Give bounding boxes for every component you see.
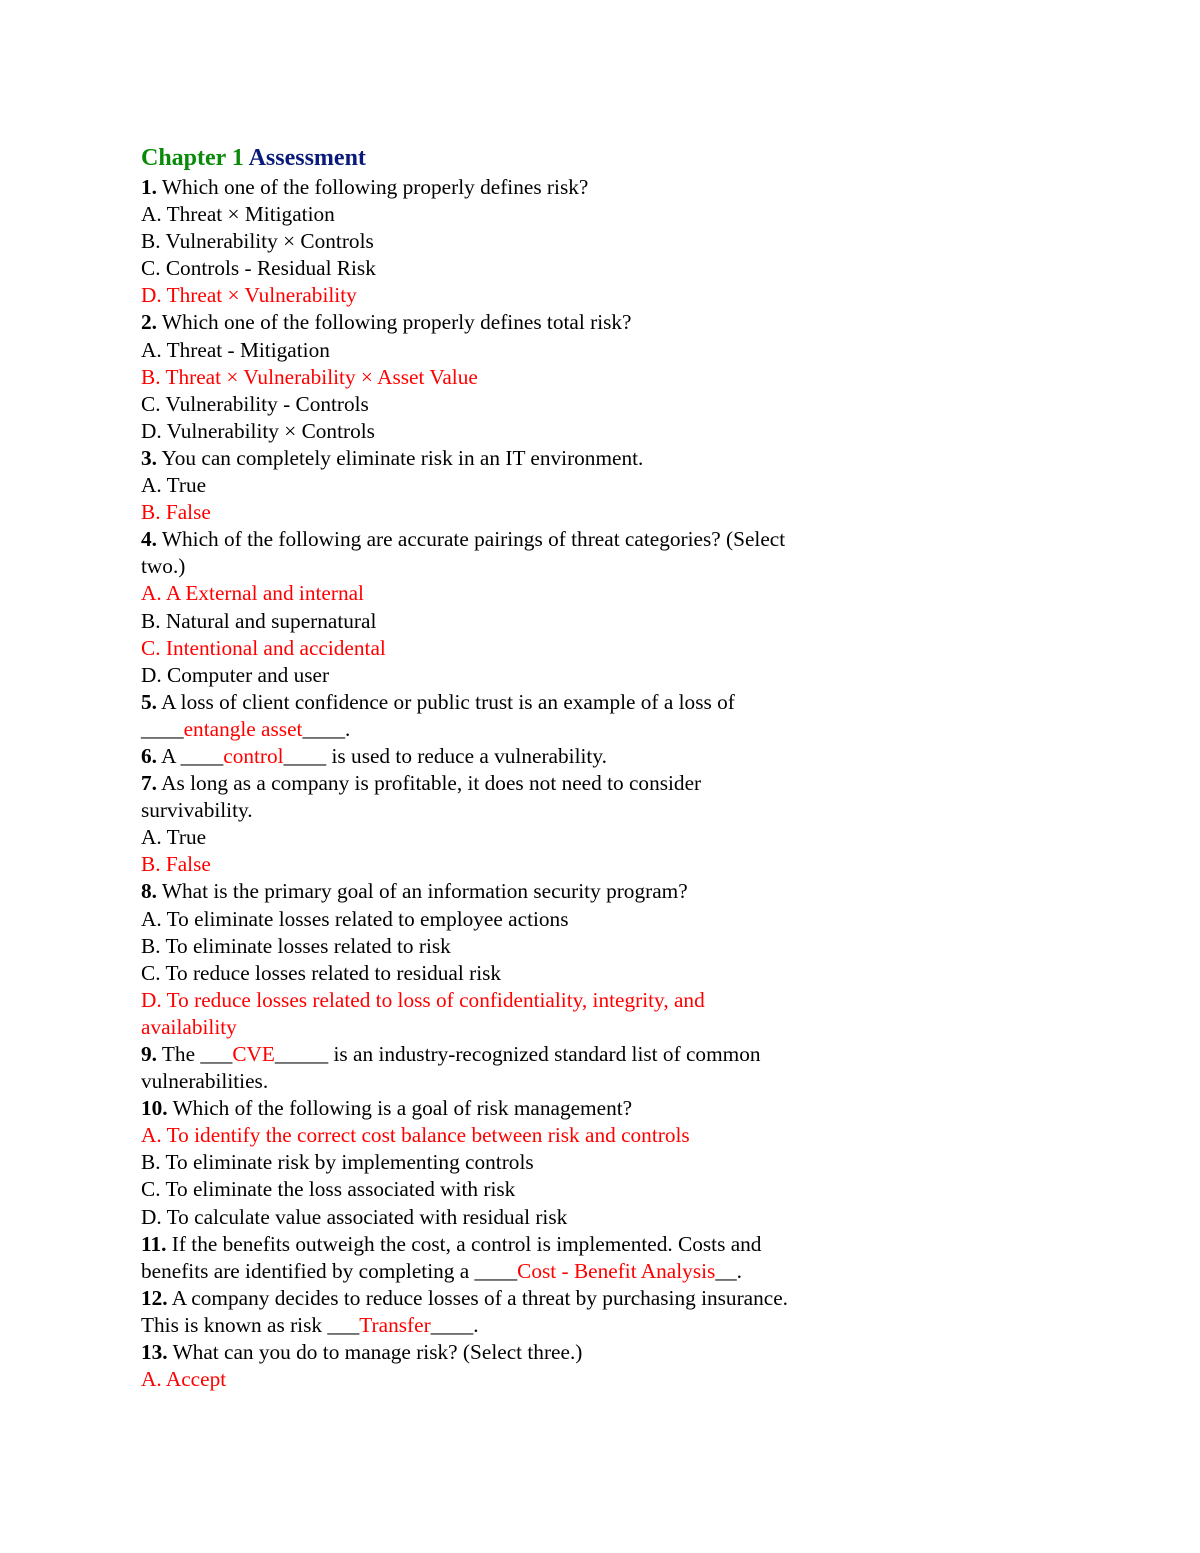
- line-text: Which of the following are accurate pairings of threat categories? (Select: [156, 527, 786, 552]
- line-text: D. Computer and user: [141, 662, 330, 687]
- text-line: [141, 1204, 871, 1231]
- text-line: [141, 580, 871, 607]
- line-text: ____: [141, 716, 184, 741]
- question-number: 4.: [141, 527, 157, 552]
- line-text: B. To eliminate risk by implementing controls: [141, 1150, 534, 1175]
- question-number: 10.: [141, 1096, 168, 1121]
- answer-text: entangle asset: [183, 716, 303, 741]
- question-line: [141, 1231, 871, 1258]
- text-line: [141, 1122, 871, 1149]
- question-number: 5.: [141, 689, 157, 714]
- answer-text: D. To reduce losses related to loss of confidentiality, integrity, and: [141, 987, 705, 1012]
- question-number: 1.: [141, 175, 157, 199]
- line-text: ____ is used to reduce a vulnerability.: [283, 743, 607, 768]
- text-line: [141, 282, 871, 309]
- question-number: 7.: [141, 771, 157, 796]
- text-line: [141, 797, 871, 824]
- line-text: Which one of the following properly defines risk?: [156, 175, 589, 199]
- line-text: D. Vulnerability × Controls: [141, 418, 375, 443]
- line-text: _____ is an industry-recognized standard list of common: [274, 1042, 761, 1066]
- line-text: vulnerabilities.: [141, 1069, 269, 1094]
- answer-text: control: [223, 743, 284, 768]
- line-text: A company decides to reduce losses of a threat by purchasing insurance.: [167, 1285, 789, 1310]
- text-line: [141, 418, 871, 445]
- line-text: A loss of client confidence or public trust is an example of a loss of: [156, 689, 735, 714]
- text-line: [141, 635, 871, 662]
- line-text: A ____: [156, 743, 224, 768]
- question-line: [141, 878, 871, 905]
- line-text: You can completely eliminate risk in an IT environment.: [156, 445, 644, 470]
- document-page: [141, 142, 871, 1393]
- answer-text: B. Threat × Vulnerability × Asset Value: [141, 364, 478, 389]
- text-line: [141, 662, 871, 689]
- text-line: [141, 255, 871, 282]
- question-line: [141, 309, 871, 336]
- question-line: [141, 743, 871, 770]
- line-text: C. Controls - Residual Risk: [141, 256, 376, 281]
- line-text: If the benefits outweigh the cost, a control is implemented. Costs and: [166, 1231, 762, 1256]
- answer-text: A. To identify the correct cost balance between risk and controls: [141, 1123, 690, 1148]
- line-text: survivability.: [141, 798, 253, 823]
- line-text: A. True: [141, 825, 207, 850]
- text-line: [141, 499, 871, 526]
- answer-text: A. Accept: [141, 1367, 227, 1392]
- answer-text: A. A External and internal: [141, 581, 364, 606]
- line-text: What is the primary goal of an information security program?: [156, 879, 688, 904]
- question-number: 8.: [141, 879, 157, 904]
- line-text: B. Natural and supernatural: [141, 608, 377, 633]
- text-line: [141, 824, 871, 851]
- line-text: ____.: [302, 716, 351, 741]
- line-text: Which one of the following properly defines total risk?: [156, 310, 632, 335]
- text-line: [141, 987, 871, 1014]
- title-chapter: Chapter 1: [141, 145, 244, 171]
- question-line: [141, 1285, 871, 1312]
- line-text: benefits are identified by completing a ____: [141, 1258, 518, 1283]
- line-text: The ___: [156, 1042, 233, 1066]
- line-text: __.: [715, 1258, 742, 1283]
- question-line: [141, 1095, 871, 1122]
- question-number: 11.: [141, 1231, 167, 1256]
- question-number: 13.: [141, 1340, 168, 1365]
- text-line: [141, 906, 871, 933]
- question-line: [141, 1041, 871, 1068]
- title-assessment: Assessment: [248, 145, 366, 171]
- question-number: 6.: [141, 743, 157, 768]
- question-line: [141, 445, 871, 472]
- line-text: A. Threat - Mitigation: [141, 337, 330, 362]
- text-line: [141, 1149, 871, 1176]
- text-line: [141, 391, 871, 418]
- line-text: B. Vulnerability × Controls: [141, 229, 374, 254]
- answer-text: Cost - Benefit Analysis: [517, 1258, 716, 1283]
- text-line: [141, 337, 871, 364]
- line-text: What can you do to manage risk? (Select three.): [167, 1340, 583, 1365]
- line-text: B. To eliminate losses related to risk: [141, 933, 451, 958]
- text-line: [141, 1014, 871, 1041]
- question-line: [141, 689, 871, 716]
- text-line: [141, 608, 871, 635]
- line-text: As long as a company is profitable, it does not need to consider: [156, 771, 702, 796]
- text-line: [141, 472, 871, 499]
- text-line: [141, 364, 871, 391]
- text-line: [141, 1312, 871, 1339]
- text-line: [141, 1366, 871, 1393]
- answer-text: availability: [141, 1014, 237, 1039]
- line-text: C. To reduce losses related to residual risk: [141, 960, 502, 985]
- line-text: Which of the following is a goal of risk management?: [167, 1096, 633, 1121]
- line-text: C. Vulnerability - Controls: [141, 391, 369, 416]
- question-number: 9.: [141, 1042, 157, 1066]
- question-list: [141, 174, 871, 1393]
- line-text: two.): [141, 554, 186, 579]
- line-text: C. To eliminate the loss associated with risk: [141, 1177, 516, 1202]
- text-line: [141, 201, 871, 228]
- question-line: [141, 770, 871, 797]
- answer-text: B. False: [141, 852, 211, 877]
- question-number: 2.: [141, 310, 157, 335]
- text-line: [141, 1258, 871, 1285]
- answer-text: D. Threat × Vulnerability: [141, 283, 357, 308]
- line-text: D. To calculate value associated with residual risk: [141, 1204, 568, 1229]
- line-text: A. To eliminate losses related to employee actions: [141, 906, 569, 931]
- text-line: [141, 716, 871, 743]
- answer-text: Transfer: [359, 1312, 431, 1337]
- line-text: ____.: [430, 1312, 479, 1337]
- question-number: 12.: [141, 1285, 168, 1310]
- question-number: 3.: [141, 445, 157, 470]
- line-text: A. Threat × Mitigation: [141, 202, 335, 227]
- text-line: [141, 228, 871, 255]
- text-line: [141, 553, 871, 580]
- text-line: [141, 1176, 871, 1203]
- line-text: A. True: [141, 473, 207, 498]
- text-line: [141, 960, 871, 987]
- line-text: This is known as risk ___: [141, 1312, 360, 1337]
- text-line: [141, 933, 871, 960]
- question-line: [141, 1339, 871, 1366]
- question-line: [141, 174, 871, 201]
- page-title: [141, 142, 871, 174]
- answer-text: C. Intentional and accidental: [141, 635, 386, 660]
- text-line: [141, 851, 871, 878]
- text-line: [141, 1068, 871, 1095]
- question-line: [141, 526, 871, 553]
- answer-text: B. False: [141, 500, 211, 525]
- answer-text: CVE: [232, 1042, 275, 1066]
